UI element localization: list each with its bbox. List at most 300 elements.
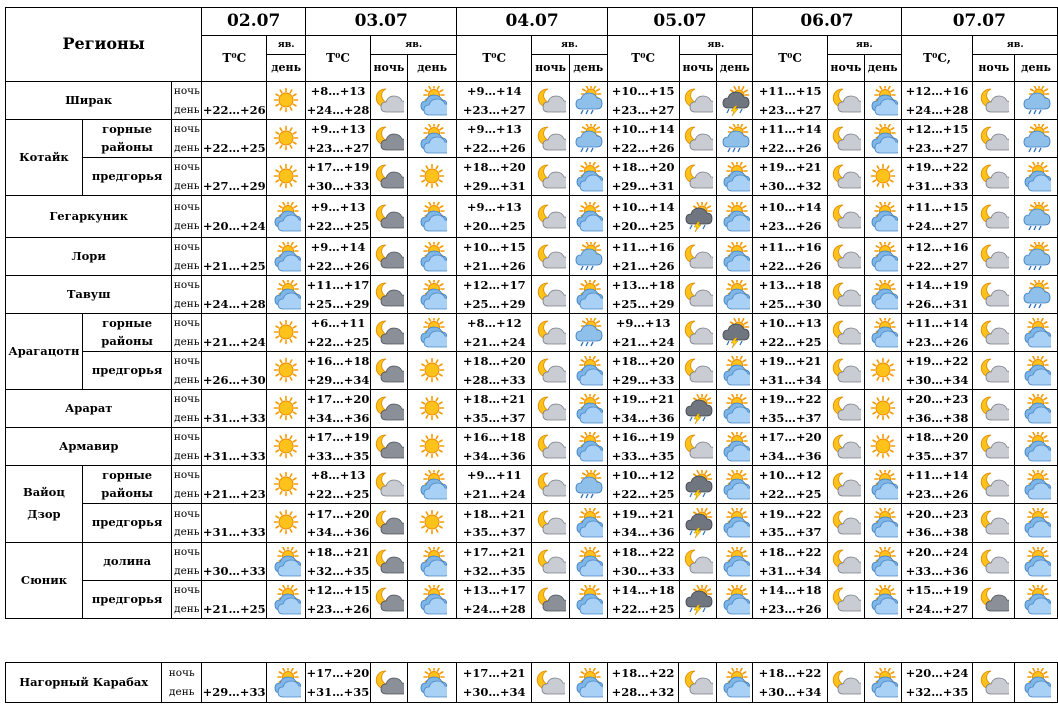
- sun-icon: [267, 428, 306, 466]
- night-temp: +9…+13: [615, 316, 671, 331]
- moon-cloud-icon: [973, 428, 1015, 466]
- moon-cloud-icon: [827, 390, 864, 428]
- moon-dark-cloud-icon: [371, 238, 408, 276]
- sun-cloud-rain-icon: [1015, 120, 1058, 158]
- day-temp: +25…+29: [462, 296, 526, 311]
- table-row: [6, 276, 1058, 314]
- day-temp: +31…+33: [905, 178, 969, 193]
- temperature-range: [457, 82, 532, 120]
- day-temp: +36…+38: [905, 525, 969, 539]
- region-name: Вайоц Дзор: [6, 466, 83, 543]
- day-label: день: [174, 602, 200, 615]
- sun-cloud-icon: [407, 82, 457, 120]
- day-temp: +30…+34: [905, 372, 969, 387]
- temperature-range: [607, 466, 679, 504]
- day-temp: +24…+27: [905, 218, 969, 233]
- sun-cloud-icon: [864, 543, 901, 581]
- subregion-name: горные районы: [82, 120, 172, 158]
- night-temp: +14…+19: [905, 278, 969, 293]
- day-temp: +23…+26: [758, 601, 822, 616]
- moon-cloud-icon: [973, 158, 1015, 196]
- temperature-range: [306, 466, 371, 504]
- temperature-range: [457, 581, 532, 619]
- moon-cloud-icon: [827, 543, 864, 581]
- moon-cloud-icon: [827, 314, 864, 352]
- night-label: ночь: [173, 85, 200, 98]
- day-label: день: [174, 373, 200, 386]
- table-row: [6, 543, 1058, 581]
- sun-cloud-icon: [407, 196, 457, 238]
- temperature-range: [306, 504, 371, 543]
- temperature-range: [753, 82, 828, 120]
- day-temp: +20…+25: [611, 218, 675, 233]
- day-temp: +22…+26: [462, 140, 526, 155]
- day-temp: +33…+35: [306, 448, 370, 463]
- temperature-range: [753, 663, 828, 703]
- night-temp: +10…+15: [462, 240, 526, 255]
- day-temp: +30…+32: [758, 178, 822, 193]
- temperature-range: [753, 314, 828, 352]
- moon-cloud-icon: [973, 82, 1015, 120]
- table-row: [6, 352, 1058, 390]
- temperature-range: [607, 82, 679, 120]
- night-temp: +18…+22: [758, 545, 822, 560]
- night-day-labels: [172, 581, 202, 619]
- day-header: день: [1015, 55, 1058, 82]
- thunderstorm-icon: [717, 314, 753, 352]
- day-temp: +31…+34: [758, 563, 822, 578]
- night-temp: +10…+14: [611, 200, 675, 215]
- night-temp: +17…+19: [306, 160, 370, 175]
- phenomena-header: яв.: [679, 36, 753, 55]
- moon-cloud-icon: [532, 352, 570, 390]
- day-temp: +35…+37: [758, 410, 822, 425]
- table-row: [6, 238, 1058, 276]
- temperature-range: [901, 428, 973, 466]
- moon-cloud-icon: [532, 428, 570, 466]
- sun-cloud-rain-icon: [1015, 238, 1058, 276]
- night-temp: +20…+24: [905, 545, 969, 560]
- night-day-labels: [172, 504, 202, 543]
- day-temp: +23…+26: [905, 486, 969, 501]
- night-day-labels: [172, 543, 202, 581]
- night-temp: +17…+20: [306, 506, 370, 521]
- night-temp: +17…+21: [462, 545, 526, 560]
- sun-cloud-icon: [717, 390, 753, 428]
- sun-cloud-icon: [569, 581, 607, 619]
- table-row: [6, 466, 1058, 504]
- day-temp: +22…+25: [306, 218, 370, 233]
- sun-icon: [407, 158, 457, 196]
- day-temp: +23…+27: [905, 140, 969, 155]
- night-temp: +9…+14: [310, 240, 366, 255]
- temperature-range: [306, 314, 371, 352]
- day-temp: +21…+26: [462, 258, 526, 273]
- day-temp: +20…+25: [462, 218, 526, 233]
- day-temp: +22…+27: [905, 258, 969, 273]
- temperature-range: [901, 238, 973, 276]
- moon-cloud-icon: [827, 466, 864, 504]
- sun-icon: [407, 390, 457, 428]
- day-temp: +34…+36: [611, 525, 675, 539]
- day-temp: +23…+26: [905, 334, 969, 349]
- temperature-range: [607, 504, 679, 543]
- sun-cloud-icon: [407, 238, 457, 276]
- temperature-range: [753, 158, 828, 196]
- night-temp: +19…+21: [758, 354, 822, 369]
- day-temp: +21…+26: [611, 258, 675, 273]
- sun-cloud-icon: [864, 466, 901, 504]
- moon-cloud-icon: [973, 390, 1015, 428]
- temperature-range: [753, 428, 828, 466]
- temperature-range: [306, 120, 371, 158]
- moon-cloud-icon: [532, 314, 570, 352]
- day-temp: +21…+24: [611, 334, 675, 349]
- region-name: Сюник: [6, 543, 83, 619]
- date-header: 04.07: [457, 8, 607, 36]
- night-day-labels: [172, 276, 202, 314]
- night-temp: +9…+11: [466, 468, 522, 483]
- night-temp: +8…+13: [310, 468, 366, 483]
- phenomena-header: яв.: [532, 36, 608, 55]
- date-header: 07.07: [901, 8, 1057, 36]
- temperature-range: [457, 390, 532, 428]
- sun-cloud-icon: [717, 543, 753, 581]
- day-temp: +23…+27: [462, 102, 526, 117]
- sun-cloud-icon: [569, 158, 607, 196]
- moon-cloud-icon: [973, 196, 1015, 238]
- night-temp: +9…+13: [466, 200, 522, 215]
- temperature-range: [202, 466, 267, 504]
- day-label: день: [174, 141, 200, 154]
- sun-cloud-icon: [267, 543, 306, 581]
- sun-cloud-rain-icon: [569, 120, 607, 158]
- night-temp: +16…+18: [462, 430, 526, 445]
- subregion-name: предгорья: [82, 581, 172, 619]
- moon-cloud-icon: [532, 82, 570, 120]
- temperature-range: [607, 581, 679, 619]
- night-label: ночь: [173, 546, 200, 559]
- sun-cloud-icon: [407, 314, 457, 352]
- day-temp: +21…+24: [462, 334, 526, 349]
- temperature-range: [901, 314, 973, 352]
- temperature-range: [202, 352, 267, 390]
- temperature-range: [607, 390, 679, 428]
- date-header: 03.07: [306, 8, 457, 36]
- sun-cloud-icon: [864, 196, 901, 238]
- night-header: ночь: [679, 55, 717, 82]
- night-temp: +13…+18: [611, 278, 675, 293]
- table-row: [6, 196, 1058, 238]
- moon-cloud-icon: [532, 120, 570, 158]
- day-temp: +30…+33: [202, 563, 266, 578]
- day-header: день: [267, 55, 306, 82]
- sun-cloud-icon: [407, 581, 457, 619]
- temperature-range: [753, 352, 828, 390]
- day-temp: +22…+25: [306, 486, 370, 501]
- temperature-range: [607, 238, 679, 276]
- sun-cloud-icon: [1015, 504, 1058, 543]
- temperature-range: [607, 120, 679, 158]
- temperature-range: [901, 504, 973, 543]
- day-temp: +24…+28: [306, 102, 370, 117]
- moon-cloud-icon: [679, 158, 717, 196]
- sun-cloud-rain-icon: [1015, 82, 1058, 120]
- sun-cloud-icon: [717, 276, 753, 314]
- day-temp: +31…+35: [306, 684, 370, 699]
- night-temp: +13…+18: [758, 278, 822, 293]
- temp-header: T⁰C: [457, 36, 532, 82]
- moon-dark-cloud-icon: [371, 543, 408, 581]
- night-label: ночь: [173, 584, 200, 597]
- night-label: ночь: [173, 123, 200, 136]
- temperature-range: [901, 352, 973, 390]
- day-temp: +22…+26: [758, 140, 822, 155]
- sun-cloud-icon: [267, 238, 306, 276]
- sun-icon: [267, 504, 306, 543]
- moon-dark-cloud-icon: [371, 120, 408, 158]
- night-temp: +18…+20: [905, 430, 969, 445]
- temperature-range: [202, 82, 267, 120]
- night-day-labels: [172, 120, 202, 158]
- night-temp: +9…+14: [466, 84, 522, 99]
- temperature-range: [901, 390, 973, 428]
- night-temp: +17…+21: [462, 666, 526, 681]
- night-label: ночь: [173, 393, 200, 406]
- phenomena-header: яв.: [267, 36, 306, 55]
- region-name: Армавир: [6, 428, 172, 466]
- night-temp: +18…+22: [758, 666, 822, 681]
- night-temp: +18…+22: [611, 666, 675, 681]
- day-temp: +32…+35: [462, 563, 526, 578]
- day-temp: +35…+37: [905, 448, 969, 463]
- moon-dark-cloud-icon: [371, 390, 408, 428]
- sun-icon: [267, 82, 306, 120]
- temperature-range: [202, 663, 267, 703]
- night-temp: +18…+20: [611, 160, 675, 175]
- day-temp: +28…+32: [611, 684, 675, 699]
- sun-cloud-icon: [569, 276, 607, 314]
- day-temp: +26…+30: [202, 372, 266, 387]
- moon-cloud-icon: [679, 82, 717, 120]
- day-temp: +35…+37: [758, 525, 822, 539]
- day-label: день: [174, 297, 200, 310]
- temperature-range: [306, 543, 371, 581]
- day-temp: +32…+35: [905, 684, 969, 699]
- temperature-range: [202, 504, 267, 543]
- night-temp: +10…+15: [611, 84, 675, 99]
- sun-cloud-icon: [1015, 428, 1058, 466]
- sun-cloud-icon: [407, 663, 457, 703]
- night-temp: +15…+19: [905, 583, 969, 598]
- moon-cloud-icon: [371, 82, 408, 120]
- moon-cloud-icon: [531, 663, 569, 703]
- night-temp: +12…+15: [306, 583, 370, 598]
- night-header: ночь: [532, 55, 570, 82]
- day-temp: +29…+33: [611, 372, 675, 387]
- sun-cloud-icon: [717, 466, 753, 504]
- temperature-range: [901, 581, 973, 619]
- day-temp: +29…+31: [611, 178, 675, 193]
- moon-cloud-icon: [532, 238, 570, 276]
- moon-cloud-icon: [973, 352, 1015, 390]
- night-label: ночь: [173, 317, 200, 330]
- day-temp: +28…+33: [462, 372, 526, 387]
- night-temp: +10…+13: [758, 316, 822, 331]
- sun-cloud-icon: [717, 238, 753, 276]
- night-temp: +17…+20: [306, 666, 370, 681]
- thunderstorm-icon: [679, 196, 717, 238]
- night-label: ночь: [173, 355, 200, 368]
- temperature-range: [202, 543, 267, 581]
- sun-cloud-rain-icon: [1015, 276, 1058, 314]
- region-name: Ширак: [6, 82, 172, 120]
- temp-header: T⁰C,: [901, 36, 973, 82]
- day-temp: +21…+24: [202, 334, 266, 349]
- day-temp: +35…+37: [462, 410, 526, 425]
- subregion-name: горные районы: [82, 466, 172, 504]
- temperature-range: [457, 196, 532, 238]
- sun-cloud-rain-icon: [569, 314, 607, 352]
- sun-cloud-icon: [1015, 352, 1058, 390]
- sun-cloud-icon: [267, 276, 306, 314]
- region-name: Арагацотн: [6, 314, 83, 390]
- sun-cloud-icon: [407, 466, 457, 504]
- temperature-range: [202, 390, 267, 428]
- night-temp: +17…+20: [758, 430, 822, 445]
- day-label: день: [174, 335, 200, 348]
- day-temp: +21…+24: [462, 486, 526, 501]
- night-header: ночь: [827, 55, 864, 82]
- moon-cloud-icon: [973, 504, 1015, 543]
- night-header: ночь: [371, 55, 408, 82]
- sun-icon: [267, 466, 306, 504]
- sun-cloud-rain-icon: [569, 238, 607, 276]
- day-temp: +20…+24: [202, 218, 266, 233]
- temperature-range: [753, 504, 828, 543]
- temperature-range: [457, 428, 532, 466]
- region-name: Лори: [6, 238, 172, 276]
- day-header: день: [717, 55, 753, 82]
- table-row: [6, 120, 1058, 158]
- night-temp: +18…+20: [611, 354, 675, 369]
- moon-cloud-icon: [973, 238, 1015, 276]
- night-day-labels: [172, 466, 202, 504]
- day-temp: +29…+33: [202, 684, 266, 699]
- temperature-range: [457, 276, 532, 314]
- moon-cloud-icon: [532, 158, 570, 196]
- temperature-range: [901, 196, 973, 238]
- sun-cloud-icon: [864, 276, 901, 314]
- temperature-range: [306, 390, 371, 428]
- sun-cloud-icon: [864, 314, 901, 352]
- moon-cloud-icon: [973, 663, 1015, 703]
- sun-cloud-icon: [1015, 466, 1058, 504]
- day-label: день: [174, 487, 200, 500]
- night-temp: +17…+19: [306, 430, 370, 445]
- night-day-labels: [172, 158, 202, 196]
- day-header: день: [569, 55, 607, 82]
- sun-cloud-icon: [569, 196, 607, 238]
- day-temp: +24…+27: [905, 601, 969, 616]
- night-day-labels: [172, 314, 202, 352]
- day-temp: +25…+29: [611, 296, 675, 311]
- day-temp: +24…+28: [202, 296, 266, 311]
- sun-icon: [407, 504, 457, 543]
- day-label: день: [174, 219, 200, 232]
- region-name: Нагорный Карабах: [6, 663, 162, 703]
- sun-cloud-icon: [407, 543, 457, 581]
- temperature-range: [901, 543, 973, 581]
- night-temp: +10…+12: [758, 468, 822, 483]
- temperature-range: [306, 82, 371, 120]
- night-temp: +10…+14: [758, 200, 822, 215]
- day-header: день: [864, 55, 901, 82]
- night-temp: +11…+14: [758, 122, 822, 137]
- moon-dark-cloud-icon: [532, 581, 570, 619]
- day-temp: +30…+33: [306, 178, 370, 193]
- temperature-range: [306, 581, 371, 619]
- night-temp: +8…+12: [466, 316, 522, 331]
- temperature-range: [457, 504, 532, 543]
- moon-cloud-icon: [679, 120, 717, 158]
- sun-icon: [407, 352, 457, 390]
- moon-cloud-icon: [973, 314, 1015, 352]
- temperature-range: [607, 158, 679, 196]
- region-name: Арарат: [6, 390, 172, 428]
- day-temp: +22…+25: [306, 334, 370, 349]
- sun-cloud-icon: [1015, 390, 1058, 428]
- sun-cloud-icon: [1015, 314, 1058, 352]
- temperature-range: [457, 238, 532, 276]
- table-row: [6, 428, 1058, 466]
- night-temp: +18…+21: [462, 506, 526, 521]
- moon-cloud-icon: [532, 390, 570, 428]
- temp-header: T⁰C: [753, 36, 828, 82]
- day-temp: +22…+26: [202, 102, 266, 117]
- sun-icon: [864, 390, 901, 428]
- night-label: ночь: [173, 507, 200, 520]
- moon-cloud-icon: [679, 314, 717, 352]
- day-temp: +21…+23: [202, 486, 266, 501]
- night-day-labels: [162, 663, 202, 703]
- day-temp: +32…+35: [306, 563, 370, 578]
- temp-header: T⁰C: [607, 36, 679, 82]
- night-temp: +10…+14: [611, 122, 675, 137]
- moon-cloud-icon: [679, 352, 717, 390]
- day-temp: +23…+27: [611, 102, 675, 117]
- night-temp: +11…+15: [905, 200, 969, 215]
- night-temp: +19…+21: [611, 506, 675, 521]
- night-temp: +16…+18: [306, 354, 370, 369]
- sun-cloud-icon: [717, 581, 753, 619]
- sun-cloud-icon: [569, 352, 607, 390]
- day-temp: +23…+26: [758, 218, 822, 233]
- night-temp: +10…+12: [611, 468, 675, 483]
- night-header: ночь: [973, 55, 1015, 82]
- moon-cloud-icon: [532, 504, 570, 543]
- night-temp: +19…+22: [905, 354, 969, 369]
- night-temp: +6…+11: [310, 316, 366, 331]
- day-temp: +33…+35: [611, 448, 675, 463]
- moon-cloud-icon: [827, 158, 864, 196]
- night-temp: +11…+17: [306, 278, 370, 293]
- sun-cloud-rain-icon: [1015, 196, 1058, 238]
- subregion-name: предгорья: [82, 158, 172, 196]
- sun-cloud-icon: [717, 158, 753, 196]
- night-temp: +12…+15: [905, 122, 969, 137]
- sun-icon: [267, 314, 306, 352]
